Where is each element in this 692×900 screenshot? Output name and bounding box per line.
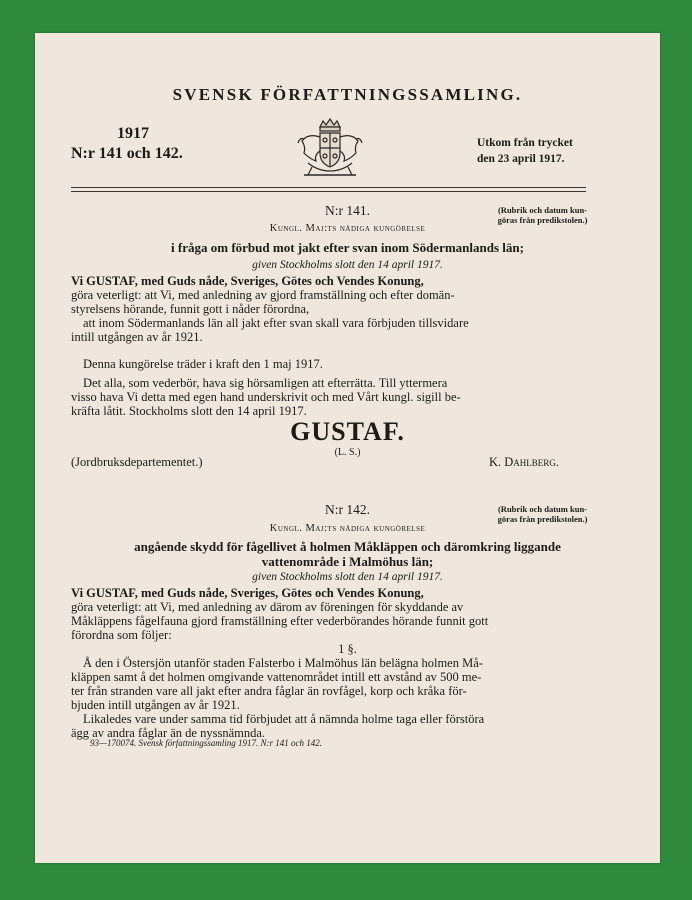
- ordinance-142-paragraph-line: Å den i Östersjön utanför staden Falsterbo i Malmöhus län belägna holmen Må-: [83, 656, 483, 670]
- rubric-note-line: göras från predikstolen.): [497, 215, 588, 225]
- royal-crest-icon: [290, 117, 370, 179]
- ordinance-141-number: N:r 141.: [325, 203, 370, 218]
- ordinance-142-rubric-note: [485, 504, 600, 524]
- published-line-1: Utkom från trycket: [477, 137, 573, 149]
- ordinance-141-body-line: intill utgången av år 1921.: [71, 330, 203, 344]
- ordinance-142-paragraph-line: ägg av andra fåglar än de nyssnämnda.: [71, 726, 266, 740]
- ordinance-141-body-line: styrelsens hörande, funnit gott i nåder förordna,: [71, 302, 310, 316]
- published-line-2: den 23 april 1917.: [477, 153, 565, 165]
- ordinance-141-body-line: att inom Södermanlands län all jakt efter svan skall vara förbjuden tillsvidare: [83, 316, 469, 330]
- rubric-note-line: (Rubrik och datum kun-: [497, 504, 588, 514]
- ordinance-142-number: N:r 142.: [325, 502, 370, 517]
- ordinance-141-given: given Stockholms slott den 14 april 1917.: [252, 259, 443, 271]
- royal-signature: GUSTAF.: [290, 417, 405, 446]
- ordinance-141-closing-line: kräfta låtit. Stockholms slott den 14 april 1917.: [71, 404, 307, 418]
- ordinance-142-given: given Stockholms slott den 14 april 1917.: [252, 571, 443, 583]
- paragraph-mark: 1 §.: [338, 642, 357, 656]
- rubric-note-line: (Rubrik och datum kun-: [497, 205, 588, 215]
- ordinance-142-body-line: Vi GUSTAF, med Guds nåde, Sveriges, Götes och Vendes Konung,: [71, 586, 424, 600]
- countersignature: K. Dahlberg.: [489, 455, 559, 469]
- print-footer: 93—170074. Svensk författningssamling 1917. N:r 141 och 142.: [90, 738, 322, 748]
- ordinance-142-type: Kungl. Maj:ts nådiga kungörelse: [269, 523, 426, 534]
- ordinance-141-body-line: göra veterligt: att Vi, med anledning av gjord framställning och efter domän-: [71, 288, 455, 302]
- header-rule-bottom: [71, 191, 586, 192]
- ordinance-141-title: i fråga om förbud mot jakt efter svan inom Södermanlands län;: [171, 240, 524, 255]
- ordinance-142-paragraph-line: Likaledes vare under samma tid förbjudet att å nämnda holme taga eller förstöra: [83, 712, 485, 726]
- ordinance-142-body-line: göra veterligt: att Vi, med anledning av därom av föreningen för skyddande av: [71, 600, 464, 614]
- ordinance-142-paragraph-line: ter från stranden vare all jakt efter andra fåglar än rovfågel, korp och kråka för-: [71, 684, 467, 698]
- seal-mark: (L. S.): [334, 447, 361, 458]
- ordinance-141-type: Kungl. Maj:ts nådiga kungörelse: [269, 223, 426, 234]
- document-page: [35, 33, 660, 863]
- ordinance-141-rubric-note: [485, 205, 600, 225]
- ordinance-142-title-line: vattenområde i Malmöhus län;: [261, 554, 434, 569]
- header-rule-top: [71, 187, 586, 188]
- ordinance-142-body-line: Måkläppens fågelfauna gjord framställning efter vederbörandes hörande funnit gott: [71, 614, 489, 628]
- ordinance-141-body-line: Vi GUSTAF, med Guds nåde, Sveriges, Götes och Vendes Konung,: [71, 274, 424, 288]
- ordinance-141-closing-line: Det alla, som vederbör, hava sig hörsamligen att efterrätta. Till yttermera: [83, 376, 448, 390]
- rubric-note-line: göras från predikstolen.): [497, 514, 588, 524]
- ordinance-142-paragraph-line: bjuden intill utgången av år 1921.: [71, 698, 240, 712]
- ordinance-141-closing-line: visso hava Vi detta med egen hand underskrivit och med Vårt kungl. sigill be-: [71, 390, 461, 404]
- ordinance-142-title-line: angående skydd för fågellivet å holmen Måkläppen och däromkring liggande: [134, 539, 561, 554]
- journal-title: SVENSK FÖRFATTNINGSSAMLING.: [172, 85, 523, 104]
- ordinance-142-body-line: förordna som följer:: [71, 628, 172, 642]
- department: (Jordbruksdepartementet.): [71, 455, 203, 469]
- ordinance-142-paragraph-line: kläppen samt å det holmen omgivande vattenområdet intill ett avstånd av 500 me-: [71, 670, 482, 684]
- issue-numbers: N:r 141 och 142.: [71, 145, 183, 162]
- issue-year: 1917: [117, 125, 149, 142]
- ordinance-141-effective: Denna kungörelse träder i kraft den 1 maj 1917.: [83, 357, 323, 371]
